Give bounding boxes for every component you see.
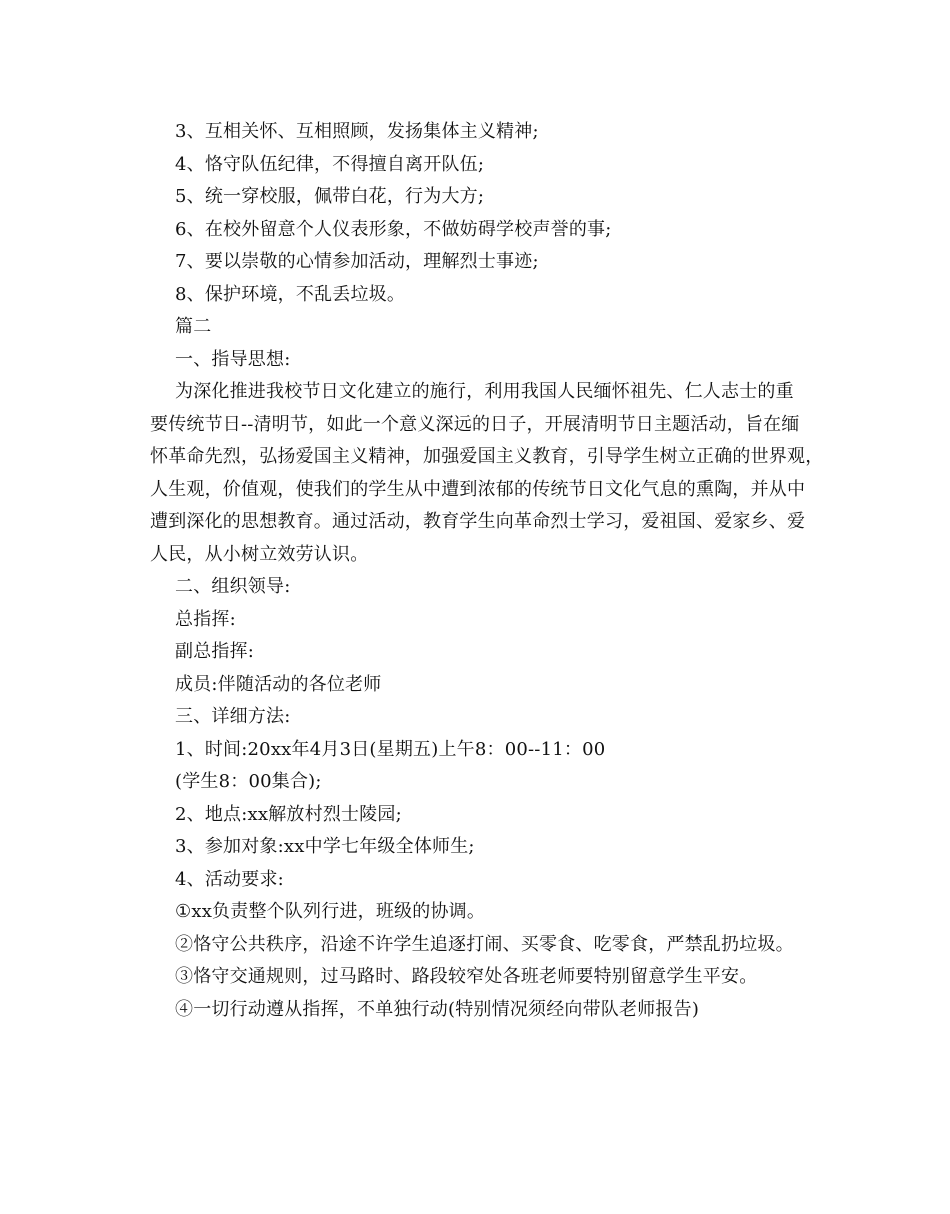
deputy-commander-line: 副总指挥: bbox=[175, 641, 255, 662]
time-line: 1、时间:20xx年4月3日(星期五)上午8：00--11：00 bbox=[175, 738, 606, 760]
assembly-time-line: (学生8：00集合); bbox=[175, 771, 322, 792]
paragraph-line: 怀革命先烈，弘扬爱国主义精神，加强爱国主义教育，引导学生树立正确的世界观， bbox=[150, 446, 824, 467]
requirement-item-1: ①xx负责整个队列行进，班级的协调。 bbox=[175, 901, 486, 922]
requirement-item-2: ②恪守公共秩序，沿途不许学生追逐打闹、买零食、吃零食，严禁乱扔垃圾。 bbox=[175, 933, 794, 955]
section-heading-part-two: 篇二 bbox=[175, 316, 212, 337]
rule-item-8: 8、保护环境，不乱丢垃圾。 bbox=[175, 283, 406, 305]
location-line: 2、地点:xx解放村烈士陵园; bbox=[175, 803, 402, 825]
rule-item-6: 6、在校外留意个人仪表形象，不做妨碍学校声誉的事; bbox=[175, 218, 612, 240]
heading-activity-requirements: 4、活动要求: bbox=[175, 868, 284, 890]
participants-line: 3、参加对象:xx中学七年级全体师生; bbox=[175, 836, 475, 857]
paragraph-line: 人民，从小树立效劳认识。 bbox=[150, 543, 369, 565]
paragraph-line: 要传统节日--清明节，如此一个意义深远的日子，开展清明节日主题活动，旨在缅 bbox=[150, 413, 800, 435]
rule-item-7: 7、要以崇敬的心情参加活动，理解烈士事迹; bbox=[175, 251, 539, 272]
paragraph-line: 人生观，价值观，使我们的学生从中遭到浓郁的传统节日文化气息的熏陶，并从中 bbox=[150, 478, 806, 500]
guiding-ideology-paragraph bbox=[150, 376, 824, 571]
rule-item-4: 4、恪守队伍纪律，不得擅自离开队伍; bbox=[175, 153, 485, 175]
heading-guiding-ideology: 一、指导思想: bbox=[175, 348, 291, 370]
requirement-item-4: ④一切行动遵从指挥，不单独行动(特别情况须经向带队老师报告) bbox=[175, 998, 700, 1020]
document-body bbox=[150, 116, 835, 1026]
paragraph-line: 遭到深化的思想教育。通过活动，教育学生向革命烈士学习，爱祖国、爱家乡、爱 bbox=[150, 511, 806, 532]
heading-organization: 二、组织领导: bbox=[175, 576, 291, 597]
commander-line: 总指挥: bbox=[175, 608, 236, 630]
rule-item-3: 3、互相关怀、互相照顾，发扬集体主义精神; bbox=[175, 121, 539, 142]
paragraph-line: 为深化推进我校节日文化建立的施行，利用我国人民缅怀祖先、仁人志士的重 bbox=[175, 381, 794, 402]
rule-item-5: 5、统一穿校服，佩带白花，行为大方; bbox=[175, 186, 485, 207]
members-line: 成员:伴随活动的各位老师 bbox=[175, 673, 382, 695]
heading-detailed-methods: 三、详细方法: bbox=[175, 706, 291, 727]
requirement-item-3: ③恪守交通规则，过马路时、路段较窄处各班老师要特别留意学生平安。 bbox=[175, 966, 758, 987]
